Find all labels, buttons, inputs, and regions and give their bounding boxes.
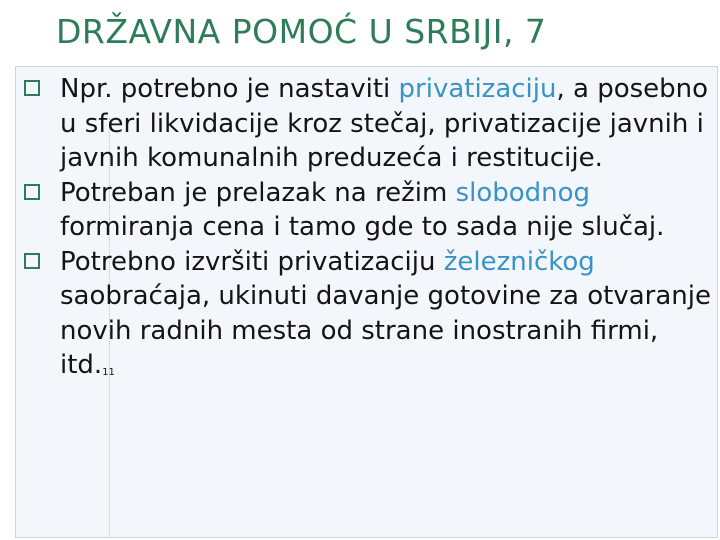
bullet-item-1 [22,72,718,176]
bullet-3-text: Potrebno izvršiti privatizaciju [60,246,444,277]
slide-title: DRŽAVNA POMOĆ U SRBIJI, 7 [56,12,547,51]
square-bullet-icon [24,184,40,200]
bullet-3-highlight: železničkog [443,246,595,277]
bullet-item-3 [22,245,718,389]
bullet-1-text-rest: , a posebno u sferi likvidacije kroz stečaj, privatizacije javnih i javnih komunalnih preduzeća i restitucije. [60,74,709,173]
bullet-2-highlight: slobodnog [455,177,591,208]
bullet-2-text: Potreban je prelazak na režim [60,177,456,208]
bullet-1-text: Npr. potrebno je nastaviti [60,74,399,104]
bullet-2-text-rest: formiranja cena i tamo gde to sada nije slučaj. [60,212,665,242]
page-number: 11 [102,367,115,378]
bullet-list [22,72,718,389]
bullet-3-text-rest: saobraćaja, ukinuti davanje gotovine za otvaranje novih radnih mesta od strane inostranih firmi, itd. [60,281,711,380]
square-bullet-icon [24,253,40,269]
square-bullet-icon [24,80,40,96]
bullet-item-2 [22,176,718,245]
bullet-1-highlight: privatizaciju [398,74,557,104]
